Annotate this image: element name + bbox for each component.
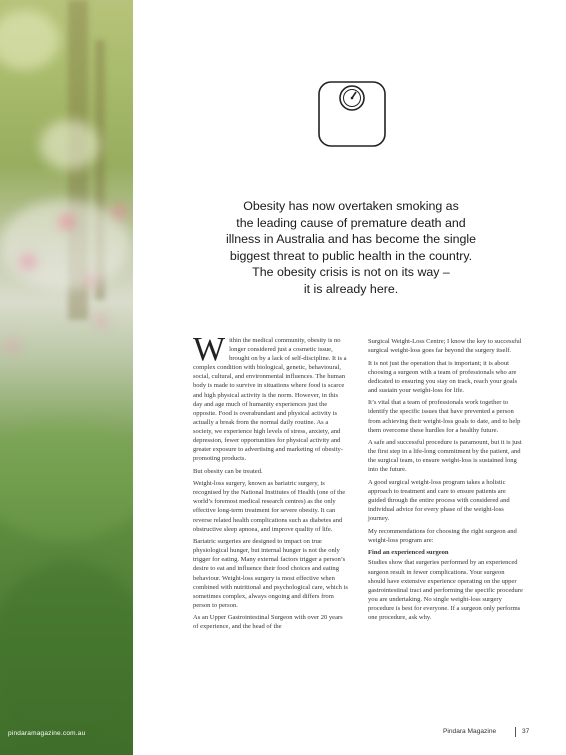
footer-magazine-name: Pindara Magazine [443,728,497,735]
pull-quote-line: The obesity crisis is not on its way – [252,265,450,280]
article-paragraph [193,331,349,463]
pull-quote-line: it is already here. [303,281,399,296]
background-photo [0,0,133,755]
article-paragraph: My recommendations for choosing the right surgeon and weight-loss program are: [368,527,517,544]
article-paragraph: Surgical Weight-Loss Centre; I know the key to successful surgical weight-loss goes far beyond the surgery itself. [368,338,522,355]
bathroom-scale-icon [317,80,387,148]
article-column-left [193,331,349,635]
page-number: 37 [522,728,530,735]
drop-cap: W [193,331,226,368]
article-column-right [368,337,523,625]
footer-website: pindaramagazine.com.au [8,730,86,737]
article-paragraph: It’s vital that a team of professionals work together to identify the specific issues that have prevented a person from achieving their weight-loss goals to date, and to help them overcome these hurdles for a healthy future. [368,399,521,434]
article-paragraph: A good surgical weight-loss program takes a holistic approach to treatment and care to ensure patients are guided through the entire process with considered and individual advice for every phase of the weight-loss journey. [368,478,510,523]
pull-quote [195,198,507,298]
article-paragraph: A safe and successful procedure is paramount, but it is just the first step in a life-long commitment by the patient, and the surgical team, to ensure weight-loss is sustained long into the future. [368,439,522,474]
footer-divider [515,727,516,737]
article-subheading: Find an experienced surgeon [368,549,449,557]
article-paragraph: As an Upper Gastrointestinal Surgeon with over 20 years of experience, and the head of the [193,614,343,631]
article-paragraph: Studies show that surgeries performed by an experienced surgeon result in fewer complications. Your surgeon should have extensive experience operating on the upper gastrointestinal tract and performing the specific procedure you are undertaking. No single weight-loss surgery procedure is best for everyone. If a surgeon only performs one procedure, ask why. [368,559,523,621]
article-paragraph: Bariatric surgeries are designed to impact on true physiological hunger, but internal hunger is not the only trigger for eating. Many external factors trigger a person’s desire to eat and influence their food choices and eating behaviour. Weight-loss surgery is most effective when combined with nutritional and psychological care, which is sometimes complex, always ongoing and differs from person to person. [193,538,348,609]
article-paragraph-text: ithin the medical community, obesity is no longer considered just a cosmetic issue, brought on by a lack of self-discipline. It is a complex condition with biological, genetic, behavioural, social, cultural, and environmental influences. The human body is made to survive in situations where food is scarce and high physical activity is the norm. However, in this day and age much of humanity experiences just the opposite. Food is overabundant and physical activity is actually a break from the normal daily routine. As a society, we experience high levels of stress, anxiety, and depression, fewer opportunities for physical activity and greater exposure to advertising and marketing of obesity-promoting products. [193,337,347,463]
pull-quote-line: the leading cause of premature death and [236,215,466,230]
article-paragraph: Weight-loss surgery, known as bariatric surgery, is recognised by the National Institutes of Health (one of the world’s foremost medical research centres) as the only effective long-term treatment for severe obesity. It can reverse related health complications such as diabetes and obstructive sleep apnoea, and improve quality of life. [193,480,346,533]
article-paragraph: But obesity can be treated. [193,467,263,475]
pull-quote-line: illness in Australia and has become the single [225,232,477,247]
pull-quote-line: Obesity has now overtaken smoking as [243,199,459,213]
article-paragraph: It is not just the operation that is important; it is about choosing a surgeon with a team of professionals who are dedicated to ensuring you stay on track, reach your goals and sustain your weight-loss for life. [368,359,518,394]
pull-quote-line: biggest threat to public health in the country. [229,248,473,263]
